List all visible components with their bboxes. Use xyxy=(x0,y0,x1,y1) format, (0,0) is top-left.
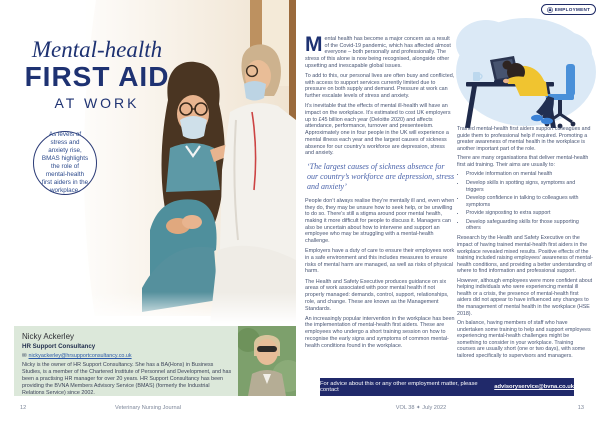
paragraph: On balance, having members of staff who have undertaken some training to help and support employees experiencing mental-health challenges might be something to consider in your workplace. Training courses are usually short (one or two days), with some tailored specifically to supervisors and managers. xyxy=(457,320,591,359)
burnout-desk-illustration xyxy=(450,10,598,132)
employment-badge-label: EMPLOYMENT xyxy=(554,7,591,12)
paragraph: There are many organisations that deliver mental-health first aid training. Their aims are usually to: xyxy=(457,155,589,168)
author-organisation: HR Support Consultancy xyxy=(22,343,96,350)
page-right xyxy=(296,0,600,424)
paragraph-text: ental health has become a major concern as a result of the Covid-19 pandemic, which has affected almost everyone – both personally and professionally. The stress of this alone is now being recognised, alongside other upsetting and inescapable global issues. xyxy=(305,36,451,69)
banner-email-link[interactable]: advisoryservice@bvna.co.uk xyxy=(494,384,574,390)
left-page-number: 12 xyxy=(20,405,27,411)
banner-text: For advice about this or any other employment matter, please contact xyxy=(320,381,478,393)
envelope-icon: ✉ xyxy=(22,353,27,359)
author-name: Nicky Ackerley xyxy=(22,332,75,341)
journal-name: Veterinary Nursing Journal xyxy=(115,405,181,411)
paragraph: Employers have a duty of care to ensure their employees work in a safe environment and this includes measures to ensure risks of mental harm are managed, as well as risks of physical harm. xyxy=(305,248,455,275)
bullet-item: • Develop safeguarding skills for those supporting others xyxy=(466,219,593,232)
dropcap: M xyxy=(305,36,323,56)
advice-contact-banner xyxy=(320,378,574,396)
paragraph: To add to this, our personal lives are often busy and conflicted, with access to support services currently limited due to pressure on both supply and demand. Pressure at work can further escalate levels of stress and anxiety. xyxy=(305,73,455,100)
author-box xyxy=(14,326,296,396)
article-title xyxy=(8,38,186,112)
paragraph: People don’t always realise they’re mentally ill and, even when they do, they may be unsure how to seek help, or be unwilling to do so. There’s still a stigma around poor mental health, making it more difficult for people to discuss it. Managers can also be uncertain about how to intervene and support an employee who may be struggling with a mental-health challenge. xyxy=(305,197,455,245)
paragraph: However, although employees were more confident about helping individuals who were experiencing mental ill health or a crisis, the presence of mental-health first aiders did not appear to have influenced any changes to the management of mental health in the workplace (HSE 2018). xyxy=(457,277,593,317)
standfirst-text: As levels of stress and anxiety rise, BMAS highlights the role of mental-health first aiders in the workplace. xyxy=(41,130,89,195)
issue-info: VOL 38 ✦ July 2022 xyxy=(395,405,447,411)
bullet-item: • Provide information on mental health xyxy=(466,171,593,178)
title-line-first-aid: FIRST AID xyxy=(24,61,170,92)
paragraph xyxy=(305,36,455,70)
author-bio: Nicky is the owner of HR Support Consultancy. She has a BA(Hons) in Business Studies, is a member of the Chartered Institute of Personnel and Development, and has been a practising HR manager for over 20 years. HR Support Consultancy has been providing the BVNA Members Advisory Service (BMAS) (formerly the Industrial Relations Service) since 2002. xyxy=(22,362,232,396)
paragraph: It’s inevitable that the effects of mental ill-health will have an impact on the workplace. It’s estimated to cost UK employers up to £45 billion each year (Deloitte 2020) and affects attendance, performance, turnover and presenteeism. Approximately one in four people in the UK will experience a mental illness each year and the largest causes of sickness absence for our country’s workforce are depression, stress and anxiety. xyxy=(305,103,451,157)
author-portrait xyxy=(238,326,296,396)
bullet-item: • Develop skills in spotting signs, symptoms and triggers xyxy=(466,180,593,193)
standfirst-circle xyxy=(33,131,97,195)
title-line-mental-health: Mental-health xyxy=(31,37,163,62)
right-page-number: 13 xyxy=(577,405,584,411)
title-line-at-work: AT WORK xyxy=(54,95,140,111)
article-column-2 xyxy=(457,126,593,376)
bullet-item: • Provide signposting to extra support xyxy=(466,210,593,217)
author-email-link[interactable]: nickyackerley@hrsupportconsultancy.co.uk xyxy=(28,353,132,359)
page-left xyxy=(0,0,296,424)
paragraph: Trained mental-health first aiders support colleagues and guide them to professional help if required. Promoting a greater awareness of mental health in the workplace is another important part of the role. xyxy=(457,126,591,152)
paragraph: The Health and Safety Executive produces guidance on six areas of work associated with poor mental health if not properly managed: demands, control, support, relationships, role, and change. These are known as the Management Standards. xyxy=(305,278,449,312)
pull-quote: ‘The largest causes of sickness absence for our country’s workforce are depression, stress and anxiety’ xyxy=(307,161,455,191)
bullet-item: • Develop confidence in talking to colleagues with symptoms xyxy=(466,195,593,208)
paragraph: Research by the Health and Safety Executive on the impact of having trained mental-health first aiders in the workplace revealed mixed results. Positive effects of the training included raising employees’ awareness of mental-health conditions, and providing a better understanding of where to find information and professional support. xyxy=(457,235,593,275)
paragraph: An increasingly popular intervention in the workplace has been the implementation of mental-health first aiders. These are employees who undergo a short training session on how to recognise the early signs and symptoms of common mental-health conditions found in the workplace. xyxy=(305,315,455,349)
article-column-1 xyxy=(305,36,455,378)
aims-bullet-list xyxy=(457,171,593,232)
